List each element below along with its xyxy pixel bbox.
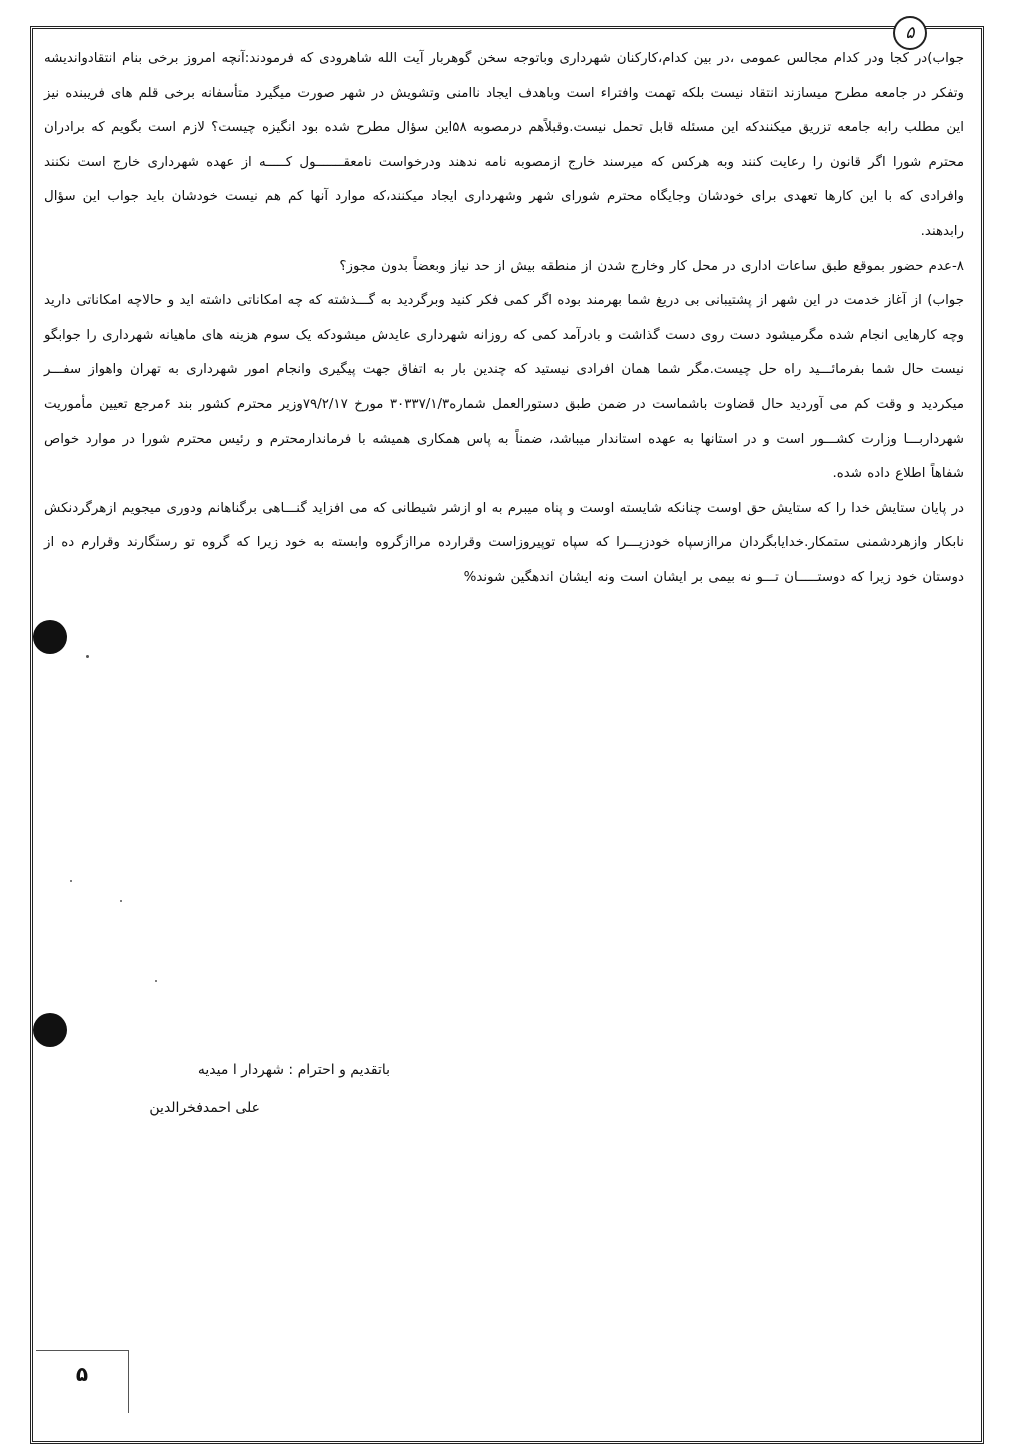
page-number-circled: ۵ — [893, 16, 927, 50]
closing-paragraph: در پایان ستایش خدا را که ستایش حق اوست چنانکه شایسته اوست و پناه میبرم به او ازشر شیطانی که می افزاید گنـــاهی برگناهانم ودوری میجویم ازهرگردنکش نابکار وازهردشمنی ستمکار.خدایابگردان مراازسپاه خودزیـــرا که سپاه توپیروزاست وقرارده مراازگروه وابسته به خود زیرا که گروه تو رستگارند وقرارم ده از دوستان خود زیرا که دوستـــــان تـــو نه بیمی بر ایشان است ونه ایشان اندهگین شوند% — [44, 500, 964, 585]
scan-speck — [120, 900, 122, 902]
scan-speck — [70, 880, 72, 882]
question-8: ۸-عدم حضور بموقع طبق ساعات اداری در محل کار وخارج شدن از منطقه بیش از حد نیاز وبعضاً بدون مجوز؟ — [339, 258, 964, 274]
letter-body — [44, 42, 964, 596]
footer-page-number: ۵ — [75, 1362, 89, 1386]
answer-paragraph-8: جواب) از آغاز خدمت در این شهر از پشتیبانی بی دریغ شما بهرمند بوده اگر کمی فکر کنید وبرگردید به گـــذشته که چه امکاناتی داشته اید و حالاچه امکاناتی دارید وچه کارهایی انجام شده مگرمیشود دست روی دست گذاشت و بادرآمد کمی که روزانه شهرداری عایدش میشودکه یک سوم هزینه های ماهیانه شهرداری را جوابگو نیست حال شما بفرمائـــید راه حل چیست.مگر شما همان افرادی نیستید که چندین بار به اتفاق جهت پیگیری وانجام امور شهرداری به تهران واهواز سفـــر میکردید و وقت کم می آوردید حال قضاوت باشماست در ضمن طبق دستورالعمل شماره۳۰۳۳۷/۱/۳ مورخ ۷۹/۲/۱۷وزیر محترم کشور بند ۶مرجع تعیین مأموریت شهرداربـــا وزارت کشـــور است و در استانها به عهده استاندار میباشد، ضمناً به پاس همکاری همیشه با فرماندارمحترم و رئیس محترم شورا در موارد خواص شفاهاً اطلاع داده شده. — [44, 293, 964, 482]
scan-speck — [155, 980, 157, 982]
signature-salutation: باتقدیم و احترام : شهردار ا میدیه — [197, 1062, 390, 1078]
signature-name: علی احمدفخرالدین — [149, 1100, 260, 1116]
punch-hole — [33, 1013, 67, 1047]
punch-hole — [33, 620, 67, 654]
answer-paragraph-1: جواب)در کجا ودر کدام مجالس عمومی ،در بین کدام،کارکنان شهرداری وباتوجه سخن گوهربار آیت الله شاهرودی که فرمودند:آنچه امروز برخی بنام انتقادواندیشه وتفکر در جامعه مطرح میسازند انتقاد نیست بلکه تهمت وافتراء است وباهدف ایجاد ناامنی وتشویش در شهر صورت میگیرد متأسفانه برخی قلم های فریبنده نیز این مطلب رابه جامعه تزریق میکنندکه این مسئله قابل تحمل نیست.وقبلاًهم درمصوبه ۵۸این سؤال مطرح شده بود انگیزه چیست؟ لازم است بگویم که برادران محترم شورا اگر قانون را رعایت کنند وبه هرکس که میرسند خارج ازمصوبه نامه ندهند ودرخواست نامعقـــــــول کـــــه از عهده شهرداری خارج است نکنند وافرادی که با این کارها تعهدی برای خودشان وجایگاه محترم شورای شهر وشهرداری ایجاد میکنند،که موارد آنها کم هم نیست خودشان باید جواب این سؤال رابدهند. — [44, 51, 965, 239]
scan-speck — [86, 655, 89, 658]
